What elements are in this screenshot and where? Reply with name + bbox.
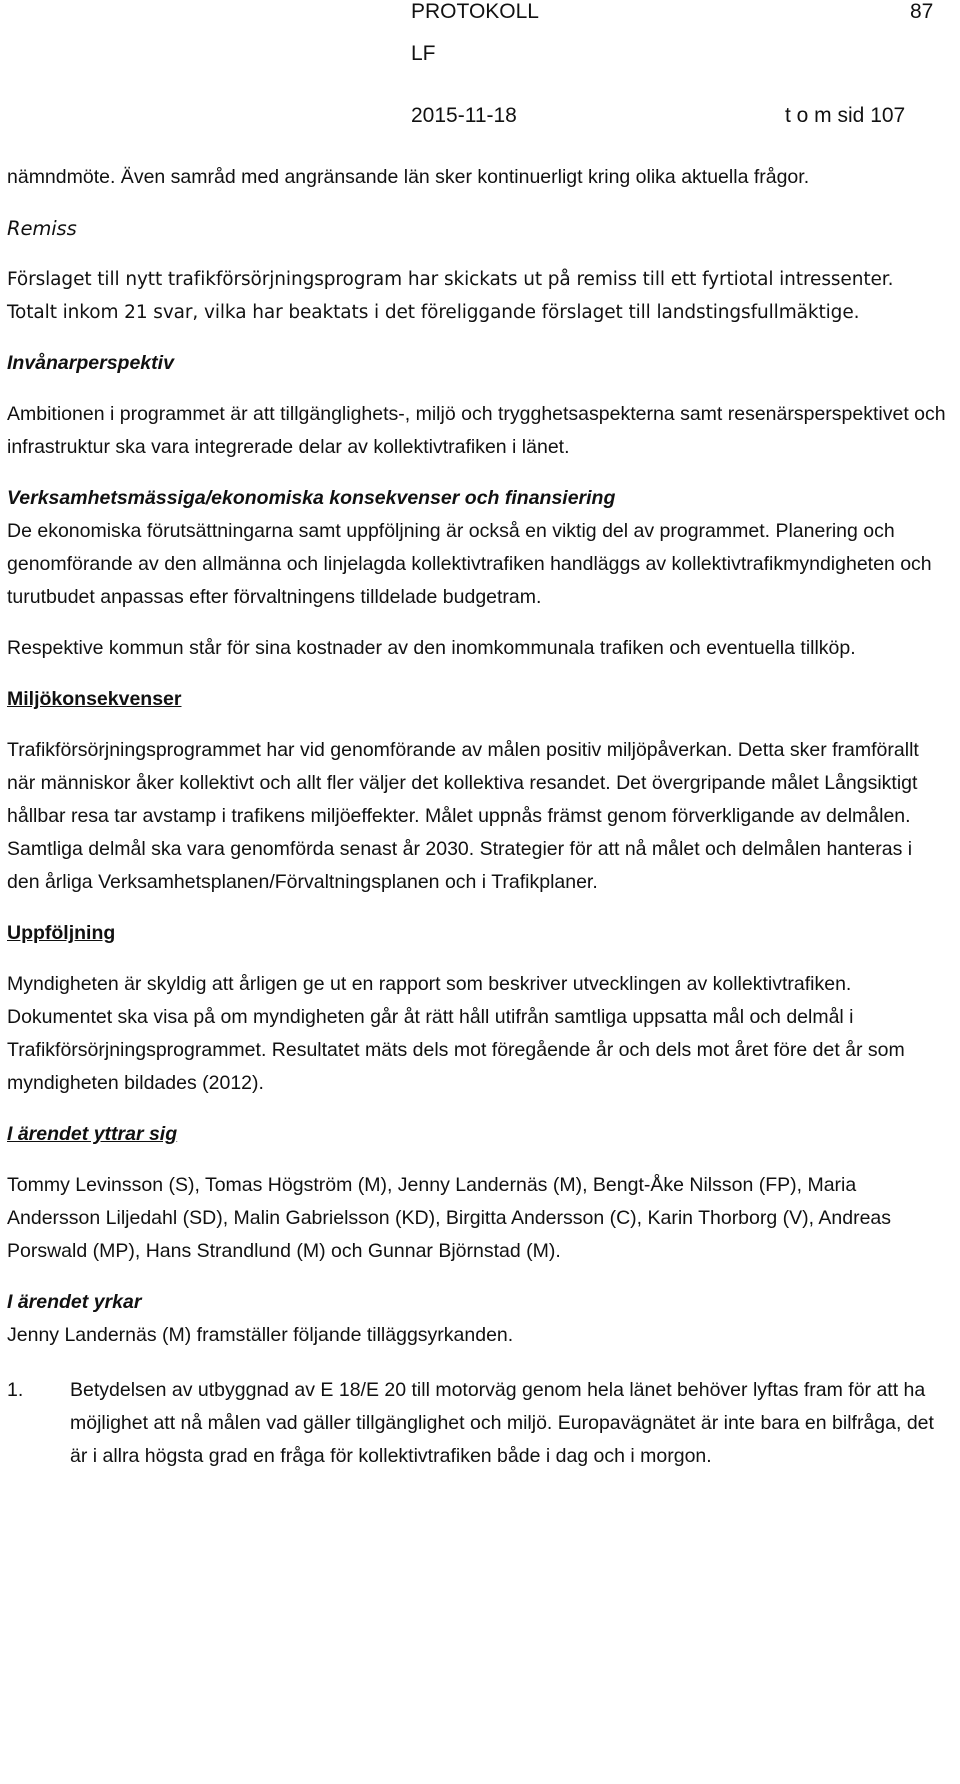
list-item xyxy=(7,1374,947,1473)
miljo-heading: Miljökonsekvenser xyxy=(7,688,182,710)
uppfoljning-heading: Uppföljning xyxy=(7,922,116,944)
remiss-heading: Remiss xyxy=(7,217,77,240)
yrkar-paragraph: Jenny Landernäs (M) framställer följande tilläggsyrkanden. xyxy=(7,1324,514,1346)
list-item-text: Betydelsen av utbyggnad av E 18/E 20 till motorväg genom hela länet behöver lyftas fram för att ha möjlighet att nå målen vad gäller tillgänglighet och miljö. Europavägnätet är inte bara en bilfråga, det är i allra högsta grad en fråga för kollektivtrafiken både i dag och i morgon. xyxy=(70,1379,934,1467)
yrkanden-list xyxy=(7,1374,947,1473)
verksamhet-heading: Verksamhetsmässiga/ekonomiska konsekvenser och finansiering xyxy=(7,487,616,509)
document-body xyxy=(7,161,947,1473)
header-page-number: 87 xyxy=(910,0,934,23)
header-doc-type: PROTOKOLL xyxy=(411,0,539,23)
yttrar-paragraph: Tommy Levinsson (S), Tomas Högström (M), Jenny Landernäs (M), Bengt-Åke Nilsson (FP), Maria Andersson Liljedahl (SD), Malin Gabrielsson (KD), Birgitta Andersson (C), Karin Thorborg (V), Andreas Porswald (MP), Hans Strandlund (M) och Gunnar Björnstad (M). xyxy=(7,1174,892,1262)
list-item-number: 1. xyxy=(7,1379,24,1401)
intro-continued-paragraph: nämndmöte. Även samråd med angränsande län sker kontinuerligt kring olika aktuella frågor. xyxy=(7,166,810,188)
verksamhet-paragraph-2: Respektive kommun står för sina kostnader av den inomkommunala trafiken och eventuella tillköp. xyxy=(7,637,856,659)
header-org: LF xyxy=(411,42,436,65)
verksamhet-paragraph-1: De ekonomiska förutsättningarna samt uppföljning är också en viktig del av programmet. Planering och genomförande av den allmänna och linjelagda kollektivtrafiken handläggs av kollektivtrafikmyndigheten och turutbudet anpassas efter förvaltningens tilldelade budgetram. xyxy=(7,520,932,608)
yrkar-heading: I ärendet yrkar xyxy=(7,1291,142,1313)
header-date: 2015-11-18 xyxy=(411,104,517,127)
invanarperspektiv-heading: Invånarperspektiv xyxy=(7,352,174,374)
invanarperspektiv-paragraph: Ambitionen i programmet är att tillgänglighets-, miljö och trygghetsaspekterna samt resenärsperspektivet och infrastruktur ska vara integrerade delar av kollektivtrafiken i länet. xyxy=(7,403,946,458)
remiss-paragraph: Förslaget till nytt trafikförsörjningsprogram har skickats ut på remiss till ett fyrtiotal intressenter. Totalt inkom 21 svar, vilka har beaktats i det föreliggande förslaget till landstingsfullmäktige. xyxy=(7,269,894,323)
yttrar-heading: I ärendet yttrar sig xyxy=(7,1123,178,1145)
miljo-paragraph: Trafikförsörjningsprogrammet har vid genomförande av målen positiv miljöpåverkan. Detta sker framförallt när människor åker kollektivt och allt fler väljer det kollektiva resandet. Det övergripande målet Långsiktigt hållbar resa tar avstamp i trafikens miljöeffekter. Målet uppnås främst genom förverkligande av delmålen. Samtliga delmål ska vara genomförda senast år 2030. Strategier för att nå målet och delmålen hanteras i den årliga Verksamhetsplanen/Förvaltningsplanen och i Trafikplaner. xyxy=(7,739,919,893)
uppfoljning-paragraph: Myndigheten är skyldig att årligen ge ut en rapport som beskriver utvecklingen av kollektivtrafiken. Dokumentet ska visa på om myndigheten går åt rätt håll utifrån samtliga uppsatta mål och delmål i Trafikförsörjningsprogrammet. Resultatet mäts dels mot föregående år och dels mot året före det år som myndigheten bildades (2012). xyxy=(7,973,905,1094)
header-page-range: t o m sid 107 xyxy=(785,104,906,127)
